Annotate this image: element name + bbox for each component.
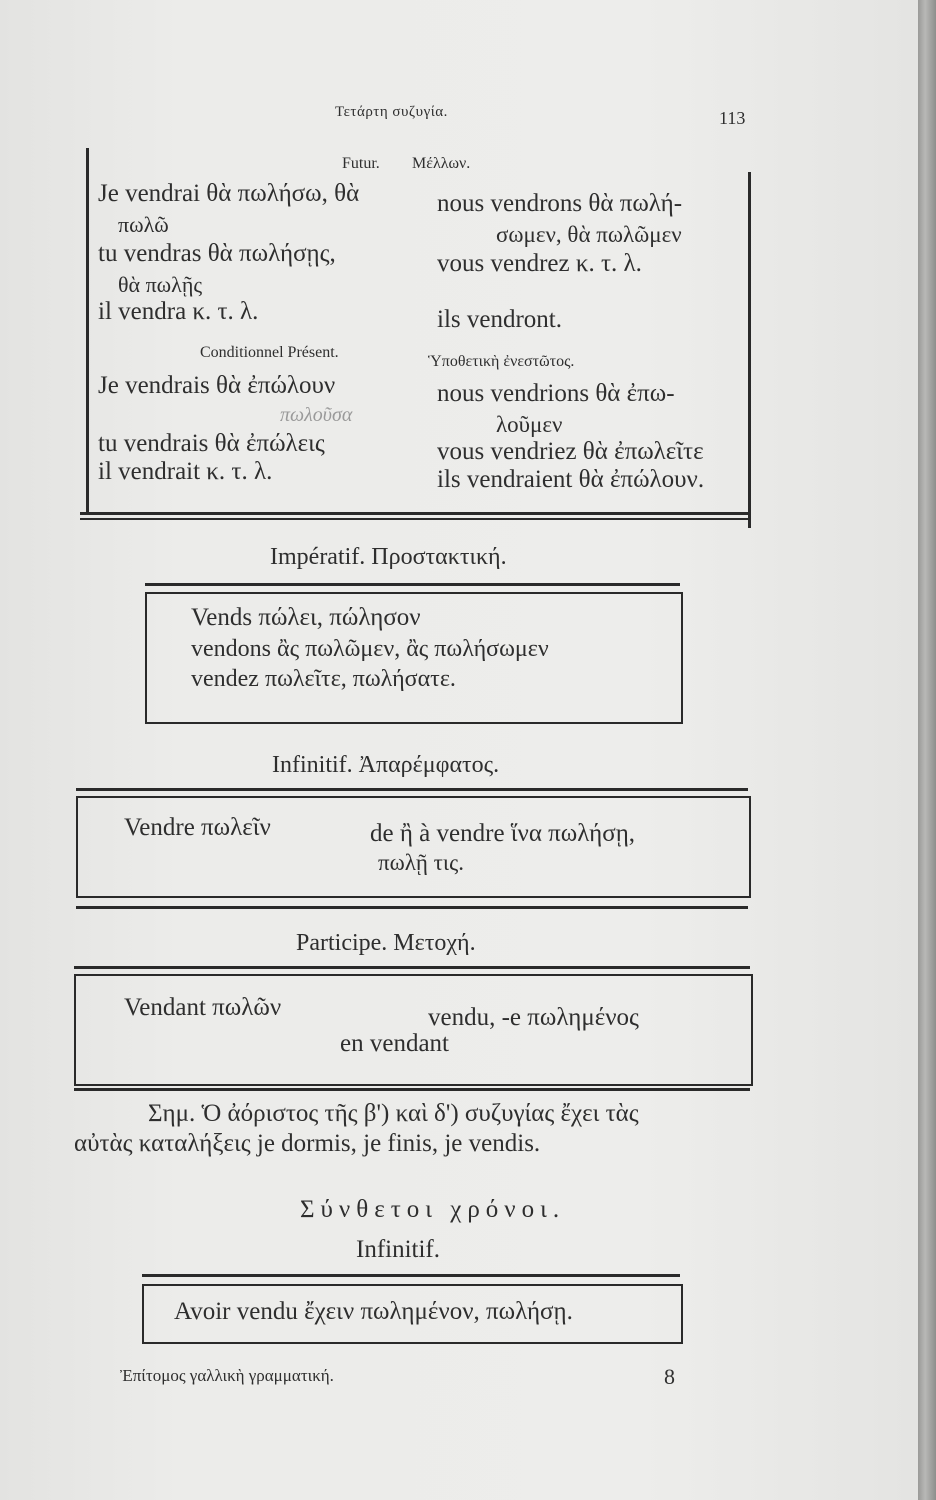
infinitive-heading: Infinitif. Ἀπαρέμφατος.: [272, 752, 500, 778]
running-title: Τετάρτη συζυγία.: [335, 104, 448, 120]
conditional-left-line-3: il vendrait κ. τ. λ.: [98, 458, 273, 485]
imperative-top-rule: [145, 583, 680, 586]
conditional-right-line-4: ils vendraient θὰ ἐπώλουν.: [437, 466, 705, 493]
infinitive-top-rule: [76, 788, 748, 791]
participle-left: Vendant πωλῶν: [124, 994, 282, 1021]
footer-signature: Ἐπίτομος γαλλικὴ γραμματική.: [120, 1366, 334, 1385]
conditional-right-line-1: nous vendrions θὰ ἐπω-: [437, 380, 675, 407]
future-left-line-4: θὰ πωλῇς: [118, 272, 203, 297]
note-line-1: Σημ. Ὁ ἀόριστος τῆς β') καὶ δ') συζυγίας ἔχει τὰς: [148, 1100, 639, 1127]
imperative-line-1: Vends πώλει, πώλησον: [191, 604, 421, 631]
table-bottom-rule: [80, 512, 751, 515]
table-left-border: [86, 148, 89, 513]
pencil-annotation: πωλοῦσα: [280, 404, 353, 426]
compound-line: Avoir vendu ἔχειν πωλημένον, πωλήσῃ.: [174, 1298, 573, 1325]
future-right-line-3: vous vendrez κ. τ. λ.: [437, 250, 642, 277]
participle-left-2: en vendant: [340, 1030, 449, 1057]
table-bottom-rule-2: [80, 518, 751, 520]
infinitive-bottom-rule: [76, 906, 748, 909]
conditional-right-line-2: λοῦμεν: [496, 412, 563, 437]
infinitive-right-line-1: de ἢ à vendre ἵνα πωλήσῃ,: [370, 820, 636, 847]
imperative-line-2: vendons ἂς πωλῶμεν, ἂς πωλήσωμεν: [191, 636, 549, 662]
future-left-line-2: πωλῶ: [118, 212, 169, 237]
conditional-label-fr: Conditionnel Présent.: [200, 344, 339, 361]
future-left-line-5: il vendra κ. τ. λ.: [98, 298, 259, 325]
conditional-left-line-1: Je vendrais θὰ ἐπώλουν: [98, 372, 336, 399]
future-right-line-2: σωμεν, θὰ πωλῶμεν: [496, 222, 682, 247]
imperative-box: [145, 592, 683, 724]
conditional-right-line-3: vous vendriez θὰ ἐπωλεῖτε: [437, 438, 704, 465]
future-label-gr: Μέλλων.: [412, 155, 471, 172]
participle-bottom-rule: [74, 1088, 750, 1091]
table-right-border: [748, 172, 751, 528]
compound-top-rule: [142, 1274, 680, 1277]
compound-heading: Σύνθετοι χρόνοι.: [300, 1196, 566, 1223]
page-edge-shadow: [918, 0, 936, 1500]
infinitive-right-line-2: πωλῇ τις.: [378, 850, 464, 875]
conditional-label-gr: Ὑποθετικὴ ἐνεστῶτος.: [428, 353, 575, 370]
future-right-line-1: nous vendrons θὰ πωλή-: [437, 190, 683, 217]
compound-box: [142, 1284, 683, 1344]
future-left-line-3: tu vendras θὰ πωλήσῃς,: [98, 240, 336, 267]
conditional-left-line-2: tu vendrais θὰ ἐπώλεις: [98, 430, 325, 457]
infinitive-box: [76, 796, 751, 898]
footer-sheet-number: 8: [664, 1364, 675, 1389]
future-right-line-4: ils vendront.: [437, 306, 562, 333]
future-label-fr: Futur.: [342, 155, 380, 172]
participle-heading: Participe. Μετοχή.: [296, 930, 476, 956]
imperative-line-3: vendez πωλεῖτε, πωλήσατε.: [191, 666, 456, 692]
participle-right: vendu, -e πωλημένος: [428, 1004, 639, 1031]
imperative-heading: Impératif. Προστακτική.: [270, 544, 507, 570]
participle-box: [74, 974, 753, 1086]
future-left-line-1: Je vendrai θὰ πωλήσω, θὰ: [98, 180, 360, 207]
page-number: 113: [719, 108, 746, 128]
note-line-2: αὐτὰς καταλήξεις je dormis, je finis, je vendis.: [74, 1130, 541, 1157]
participle-top-rule: [74, 966, 750, 969]
compound-subheading: Infinitif.: [356, 1236, 441, 1263]
infinitive-left: Vendre πωλεῖν: [124, 814, 271, 841]
